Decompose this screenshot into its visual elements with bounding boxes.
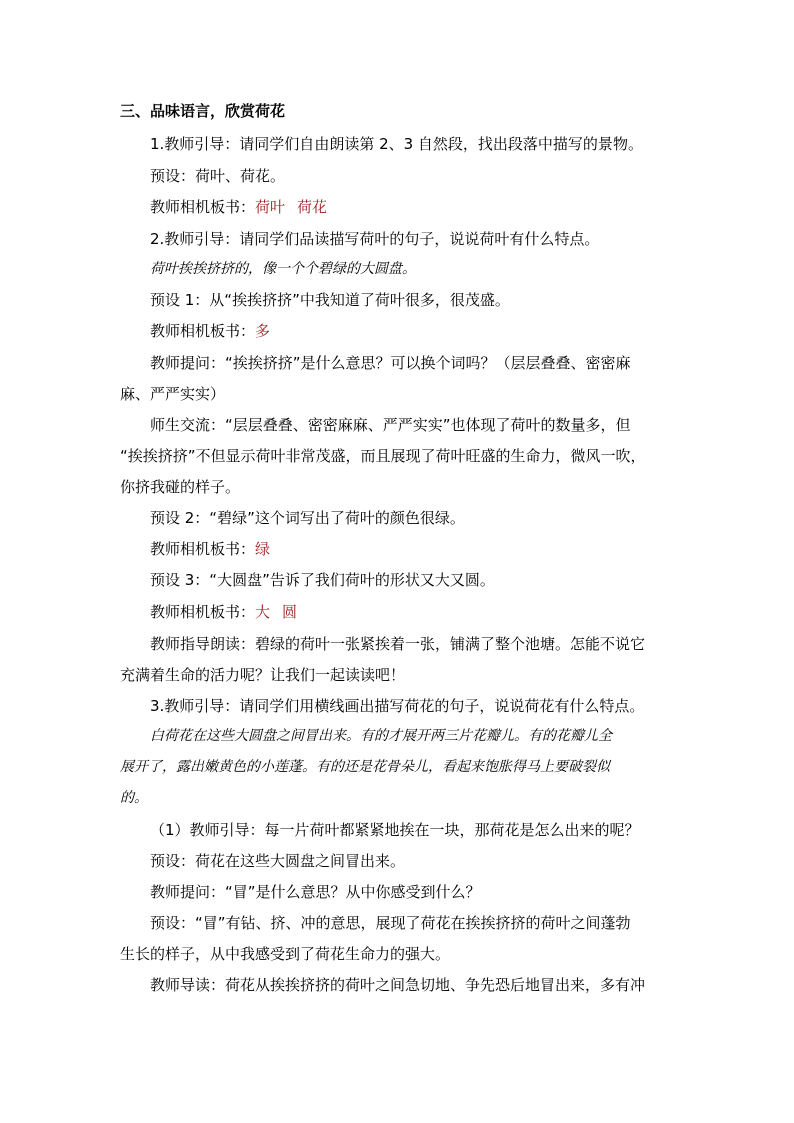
text-line: 教师提问：“冒”是什么意思？从中你感受到什么？ [150,883,481,901]
text-line: “挨挨挤挤”不但显示荷叶非常茂盛，而且展现了荷叶旺盛的生命力，微风一吹， [120,447,646,465]
board-line [150,602,297,622]
board-label: 教师相机板书： [150,198,256,216]
board-text: 圆 [282,603,298,621]
text-line: 2.教师引导：请同学们品读描写荷叶的句子，说说荷叶有什么特点。 [150,230,600,248]
text-line: 师生交流：“层层叠叠、密密麻麻、严严实实”也体现了荷叶的数量多，但 [150,416,631,434]
board-text: 绿 [255,540,271,558]
text-line: 生长的样子，从中我感受到了荷花生命力的强大。 [120,945,451,963]
board-label: 教师相机板书： [150,322,256,340]
board-text: 大 [255,603,271,621]
text-line: （1）教师引导：每一片荷叶都紧紧地挨在一块，那荷花是怎么出来的呢？ [150,821,640,839]
quoted-passage: 展开了，露出嫩黄色的小莲蓬。有的还是花骨朵儿，看起来饱胀得马上要破裂似 [120,759,610,775]
quoted-passage: 的。 [120,790,148,806]
board-text: 荷叶 [255,198,286,216]
text-line: 预设 3：“大圆盘”告诉了我们荷叶的形状又大又圆。 [150,571,495,589]
board-text: 多 [255,322,271,340]
board-text: 荷花 [297,198,328,216]
board-label: 教师相机板书： [150,540,256,558]
quoted-passage: 白荷花在这些大圆盘之间冒出来。有的才展开两三片花瓣儿。有的花瓣儿全 [150,728,612,744]
text-line: 1.教师引导：请同学们自由朗读第 2、3 自然段，找出段落中描写的景物。 [150,135,643,153]
board-label: 教师相机板书： [150,603,256,621]
board-line [150,197,327,217]
text-line: 教师提问：“挨挨挤挤”是什么意思？可以换个词吗？（层层叠叠、密密麻 [150,354,631,372]
text-line: 预设：“冒”有钻、挤、冲的意思，展现了荷花在挨挨挤挤的荷叶之间蓬勃 [150,914,631,932]
board-line [150,321,270,341]
text-line: 预设 1：从“挨挨挤挤”中我知道了荷叶很多，很茂盛。 [150,291,510,309]
text-line: 3.教师引导：请同学们用横线画出描写荷花的句子，说说荷花有什么特点。 [150,697,645,715]
text-line: 教师导读：荷花从挨挨挤挤的荷叶之间急切地、争先恐后地冒出来，多有冲 [150,976,646,994]
board-line [150,539,270,559]
text-line: 充满着生命的活力呢？让我们一起读读吧！ [120,666,406,684]
text-line: 你挤我碰的样子。 [120,478,241,496]
text-line: 麻、严严实实） [120,385,226,403]
quoted-passage: 荷叶挨挨挤挤的，像一个个碧绿的大圆盘。 [150,261,416,277]
text-line: 预设 2：“碧绿”这个词写出了荷叶的颜色很绿。 [150,509,465,527]
section-title: 三、品味语言，欣赏荷花 [120,102,286,120]
text-line: 教师指导朗读：碧绿的荷叶一张紧挨着一张，铺满了整个池塘。怎能不说它 [150,635,646,653]
text-line: 预设：荷叶、荷花。 [150,167,286,185]
text-line: 预设：荷花在这些大圆盘之间冒出来。 [150,852,406,870]
